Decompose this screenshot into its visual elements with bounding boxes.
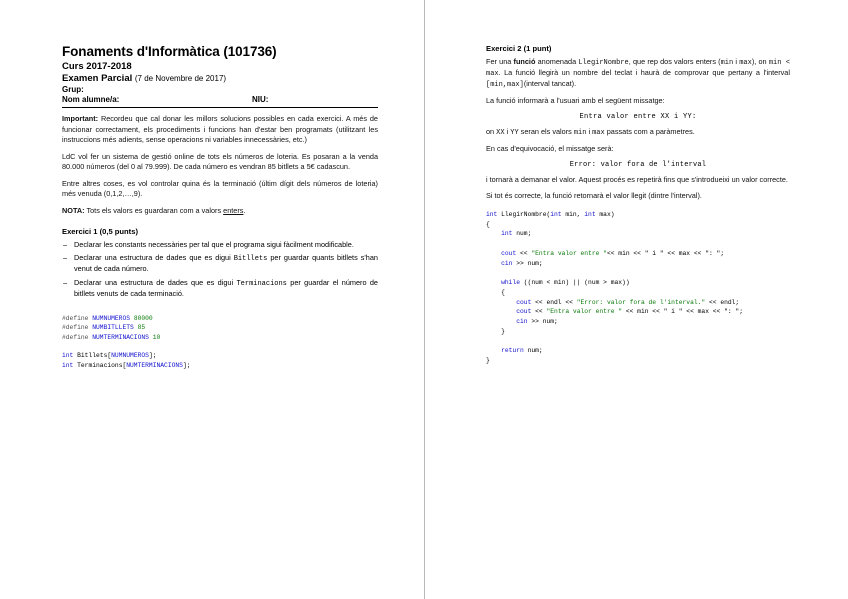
code-token <box>486 347 501 354</box>
p1-h: (interval tancat). <box>523 79 577 89</box>
paragraph-terminacio: Entre altres coses, es vol controlar quina és la terminació (últim dígit dels números de loteria) més venuda (0,1,2,…,9). <box>62 178 378 199</box>
code-token <box>486 299 516 306</box>
group-label: Grup: <box>62 85 84 94</box>
code-block-declarations <box>62 314 378 371</box>
decl-const-2: NUMTERMINACIONS <box>126 361 183 369</box>
exam-label: Examen Parcial <box>62 73 133 84</box>
p1-e: i <box>733 57 740 66</box>
code-token: >> num; <box>527 318 558 326</box>
p1-mono-minmax: min < max <box>486 59 790 79</box>
p1-f: ), on <box>751 57 769 66</box>
exercise-1-title: Exercici 1 (0,5 punts) <box>62 226 138 236</box>
p3-mono-max: max <box>592 129 605 137</box>
code-token: ((num < min) || (num > max)) <box>520 279 630 287</box>
define-kw-3: #define <box>62 333 89 341</box>
course-label: Curs 2017-2018 <box>62 61 132 72</box>
code-token: "Entra valor entre " <box>546 308 623 316</box>
bullet-2-mono: Bitllets <box>233 255 268 264</box>
define-value-1: 80000 <box>133 314 153 322</box>
exercise-2-title: Exercici 2 (1 punt) <box>486 44 552 53</box>
code-token: max) <box>595 210 615 218</box>
exercise-2-paragraph-5: i tornarà a demanar el valor. Aquest procés es repetirà fins que s'introdueixi un valor correcte. <box>486 174 788 184</box>
p3-mono-min: min <box>573 129 587 137</box>
nota-label: NOTA: <box>62 206 85 216</box>
code-token: int <box>486 210 498 218</box>
code-token: cout <box>516 298 532 306</box>
decl-type-1: int <box>62 352 74 360</box>
list-item <box>62 240 378 251</box>
code-token: "Error: valor fora de l'interval." <box>576 298 706 306</box>
code-token <box>486 318 516 325</box>
decl-end-1: ]; <box>148 352 157 360</box>
code-token: } <box>486 327 505 335</box>
code-block-llegirnombre <box>486 210 790 366</box>
header-divider <box>62 107 378 108</box>
code-token: int <box>550 210 562 218</box>
decl-name-2: Terminacions[ <box>77 361 127 369</box>
nota-end: . <box>243 206 246 216</box>
page-right <box>424 0 848 599</box>
define-kw-2: #define <box>62 324 89 332</box>
code-token: cout <box>501 249 517 257</box>
define-value-2: 85 <box>137 324 146 332</box>
decl-type-2: int <box>62 361 74 369</box>
code-token: << min << " i " << max << ": "; <box>622 308 743 316</box>
define-value-3: 10 <box>152 333 161 341</box>
code-token: LlegirNombre( <box>497 210 551 218</box>
decl-name-1: Bitllets[ <box>77 352 112 360</box>
important-text: Recordeu que cal donar les millors solucions possibles en cada exercici. A més de funcionar correctament, els procediments i funcions han d'estar ben programats (utilitzant les instruccions més adients, sense operacions ni variables innecessàries, etc.) <box>62 114 378 145</box>
p3-d: i <box>586 127 593 136</box>
p1-c: anomenada <box>535 57 579 66</box>
exercise-2-paragraph-4: En cas d'equivocació, el missatge serà: <box>486 144 614 154</box>
code-token: cin <box>516 318 528 326</box>
p3-mono-xx: XX <box>496 129 505 137</box>
bullet-2-post: per guardar quants bitllets s'han venut de cada número. <box>74 253 378 274</box>
code-token: "Entra valor entre " <box>531 249 607 257</box>
exam-date: (7 de Novembre de 2017) <box>134 74 227 83</box>
code-token: { <box>486 288 505 296</box>
page-title: Fonaments d'Informàtica (101736) <box>62 44 277 59</box>
code-token: num; <box>512 230 532 238</box>
code-token <box>486 308 516 315</box>
p1-mono-max: max <box>739 59 752 67</box>
code-token: << <box>516 249 532 257</box>
define-name-3: NUMTERMINACIONS <box>92 333 149 341</box>
bullet-3-pre: Declarar una estructura de dades que es digui <box>74 277 237 287</box>
exercise-2-paragraph-6: Si tot és correcte, la funció retornarà el valor llegit (dintre l'interval). <box>486 191 702 201</box>
exercise-2-paragraph-1 <box>486 57 790 90</box>
message-error: Error: valor fora de l'interval <box>569 160 707 169</box>
p3-a: on <box>486 127 497 136</box>
p3-e: passats com a paràmetres. <box>604 127 695 136</box>
exercise-1-list <box>62 240 378 300</box>
list-item <box>62 278 378 300</box>
important-label: Important: <box>62 114 99 123</box>
code-token: << <box>531 308 547 316</box>
bullet-1-pre: Declarar les constants necessàries per tal que el programa sigui fàcilment modificable. <box>74 239 354 249</box>
p3-b: i <box>504 127 511 136</box>
code-token: >> num; <box>512 259 543 267</box>
decl-end-2: ]; <box>182 361 191 369</box>
code-token: min, <box>561 210 585 218</box>
p1-mono-interval: [min,max] <box>486 81 524 90</box>
code-token: { <box>486 220 490 228</box>
code-token: while <box>501 279 521 287</box>
code-token: return <box>501 347 524 355</box>
p1-d: , que rep dos valors enters ( <box>628 57 721 66</box>
message-prompt: Entra valor entre XX i YY: <box>579 113 697 121</box>
code-token: cout <box>516 308 532 316</box>
bullet-2-pre: Declarar una estructura de dades que es digui <box>74 253 234 263</box>
p3-c: seran els valors <box>518 127 574 136</box>
code-token: << endl << <box>531 298 577 306</box>
p1-mono-llegirnombre: LlegirNombre <box>578 59 629 67</box>
bullet-3-post: per guardar el número de bitllets venuts de cada terminació. <box>74 277 378 299</box>
p1-a: Fer una <box>486 57 514 66</box>
niu-label: NIU: <box>252 95 269 104</box>
p1-g: . La funció llegirà un nombre del teclat i haurà de comprovar que pertany a l'interval <box>498 68 790 78</box>
decl-const-1: NUMNUMEROS <box>111 352 149 360</box>
code-token: cin <box>501 259 513 267</box>
code-token: num; <box>523 347 543 355</box>
code-token <box>486 250 501 257</box>
define-name-2: NUMBITLLETS <box>92 324 134 332</box>
p1-funcio: funció <box>513 57 536 66</box>
nota-underlined: enters <box>223 206 244 216</box>
define-name-1: NUMNUMEROS <box>92 314 131 322</box>
code-token: } <box>486 357 490 365</box>
code-token <box>486 279 501 286</box>
nota-paragraph <box>62 206 378 217</box>
paragraph-lottery: LdC vol fer un sistema de gestió online de tots els números de loteria. Es posaran a la venda 80.000 números (del 0 al 79.999). De cada número es vendran 85 bitllets a 5€ cadascun. <box>62 151 378 172</box>
code-token: << endl; <box>705 298 740 306</box>
exam-line <box>62 73 378 84</box>
code-token: int <box>584 210 596 218</box>
code-token <box>486 230 501 237</box>
nota-text: Tots els valors es guardaran com a valors <box>84 206 224 216</box>
code-token: << min << " i " << max << ": "; <box>606 249 725 257</box>
code-token <box>486 260 501 267</box>
p3-mono-yy: YY <box>510 129 519 137</box>
define-kw-1: #define <box>62 314 89 322</box>
code-token: int <box>501 230 513 238</box>
course-line <box>62 61 378 72</box>
important-paragraph <box>62 114 378 146</box>
name-row <box>62 95 378 104</box>
list-item <box>62 253 378 275</box>
p1-mono-min: min <box>720 59 734 67</box>
exercise-2-paragraph-3 <box>486 127 790 138</box>
name-label: Nom alumne/a: <box>62 95 120 104</box>
exercise-2-paragraph-2: La funció informarà a l'usuari amb el següent missatge: <box>486 96 665 106</box>
bullet-3-mono: Terminacions <box>236 279 287 288</box>
